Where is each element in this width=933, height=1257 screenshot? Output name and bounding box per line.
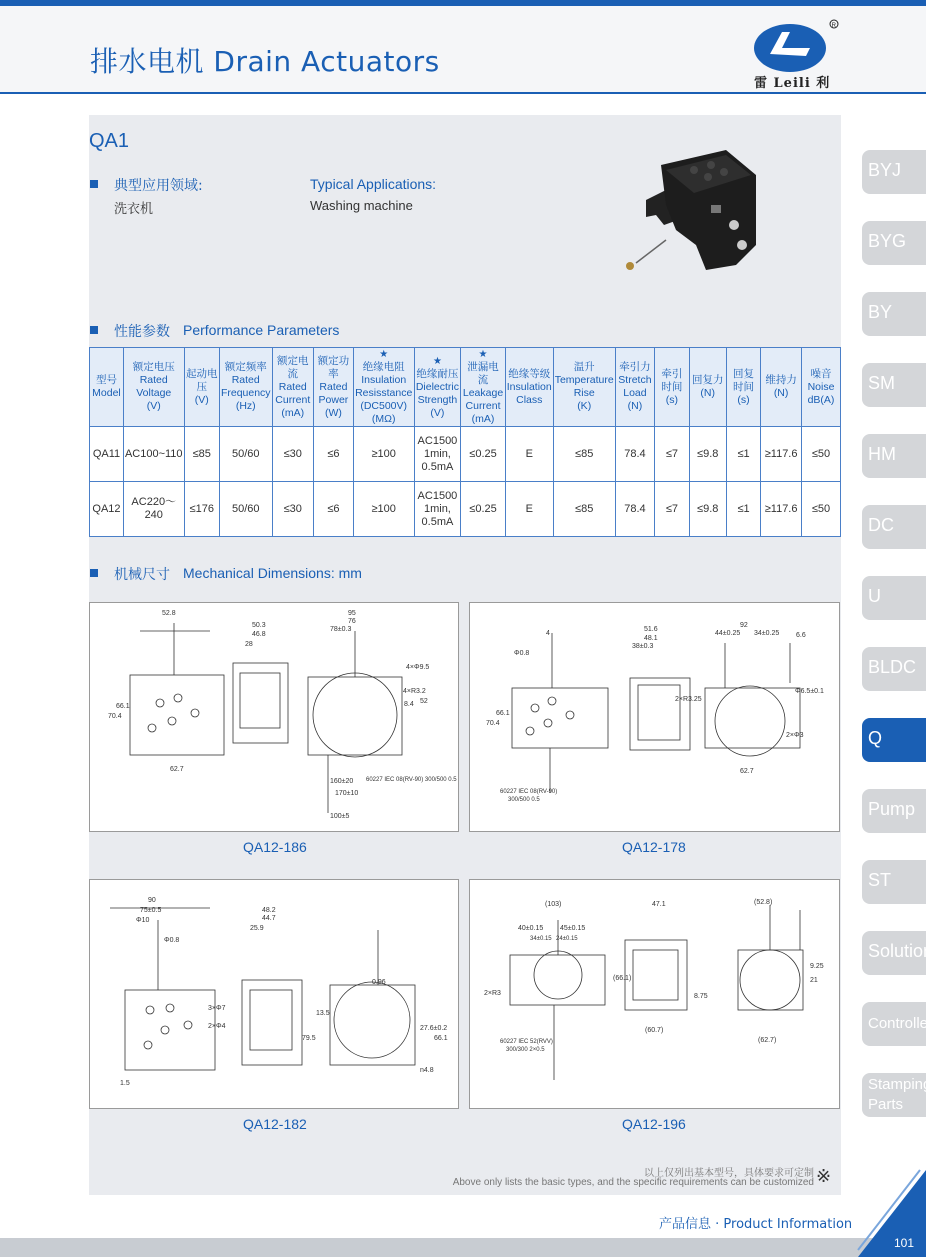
leili-logo <box>752 18 842 94</box>
sidebar-tab[interactable] <box>862 221 926 265</box>
dim-label: 300/500 0.5 <box>508 797 540 803</box>
dim-label: 70.4 <box>486 720 500 727</box>
table-cell: AC220～240 <box>123 482 184 537</box>
star-icon: ★ <box>432 355 442 367</box>
dim-label: Φ6.5±0.1 <box>795 688 824 695</box>
header-cn: 额定功率 <box>317 354 350 380</box>
header-unit: (W) <box>324 406 342 419</box>
table-cell: QA12 <box>90 482 124 537</box>
header-cn: 型号 <box>95 374 117 386</box>
actuator-photo <box>616 145 766 295</box>
caption-qa12-178: QA12-178 <box>622 839 686 855</box>
header-unit: (N) <box>773 387 789 399</box>
table-cell: 50/60 <box>219 482 272 537</box>
dim-label: 6.6 <box>796 632 806 639</box>
dim-label: 8.75 <box>694 993 708 1000</box>
dim-label: 48.1 <box>644 635 658 642</box>
header-cn: 绝缘耐压 <box>416 367 459 380</box>
sidebar-tab[interactable] <box>862 1002 933 1046</box>
table-cell: AC1500 1min, 0.5mA <box>414 482 461 537</box>
header-en: Insulation Class <box>506 380 552 406</box>
sidebar-tab[interactable] <box>862 718 926 762</box>
sidebar-tab[interactable] <box>862 647 926 691</box>
table-cell: ≥117.6 <box>761 427 802 482</box>
table-cell: ≥100 <box>353 482 414 537</box>
header-cn: 额定电流 <box>277 354 309 380</box>
sidebar-tab[interactable] <box>862 860 926 904</box>
table-cell: 50/60 <box>219 427 272 482</box>
dim-label: 4×R3.2 <box>403 688 426 695</box>
table-cell: ≥100 <box>353 427 414 482</box>
header-cn: 泄漏电流 <box>467 361 499 386</box>
header-unit: (Hz) <box>235 400 256 412</box>
sidebar-tab[interactable] <box>862 576 926 620</box>
table-cell: ≤6 <box>314 427 354 482</box>
performance-heading-en: Performance Parameters <box>183 322 340 338</box>
table-body <box>90 427 841 537</box>
header-en: Noise <box>807 380 835 393</box>
dim-label: 92 <box>740 622 748 629</box>
dim-label: 50.3 <box>252 622 266 629</box>
table-cell: ≤50 <box>801 427 840 482</box>
sidebar-tab-label: ST <box>868 870 892 890</box>
star-icon: ★ <box>478 349 488 360</box>
table-cell: ≤6 <box>314 482 354 537</box>
table-header-cell <box>123 348 184 427</box>
dim-label: 66.1 <box>116 703 130 710</box>
note-mark: ※ <box>816 1166 832 1187</box>
table-header-cell <box>689 348 726 427</box>
dim-label: 2×R3.25 <box>675 696 702 703</box>
dim-label: 38±0.3 <box>632 643 654 650</box>
dim-label: 51.6 <box>644 626 658 633</box>
caption-qa12-186: QA12-186 <box>243 839 307 855</box>
table-header-cell <box>801 348 840 427</box>
applications-value-en: Washing machine <box>310 198 413 213</box>
logo-text: 雷 Leili 利 <box>754 76 831 91</box>
dim-label: 34±0.15 <box>530 936 552 942</box>
table-cell: ≤7 <box>655 427 689 482</box>
table-header-cell <box>761 348 802 427</box>
dim-label: 4 <box>546 630 550 637</box>
header-cn: 额定电压 <box>132 361 175 373</box>
dim-label: (62.7) <box>758 1037 777 1044</box>
table-header-cell <box>219 348 272 427</box>
applications-value-cn: 洗衣机 <box>114 202 154 217</box>
header-en: Rated Power <box>318 380 349 406</box>
dim-label: 52 <box>420 698 428 705</box>
table-cell: ≤85 <box>184 427 219 482</box>
dim-label: (66.1) <box>613 975 632 982</box>
header-cn: 绝缘电阻 <box>362 361 405 373</box>
sidebar-tab-label: BYG <box>868 231 907 251</box>
sidebar-tab[interactable] <box>862 505 926 549</box>
svg-text:R: R <box>831 23 836 29</box>
table-header-cell <box>184 348 219 427</box>
sidebar-tab[interactable] <box>862 363 926 407</box>
sidebar-tab-label: SM <box>868 373 895 393</box>
sidebar-tab-label: HM <box>868 444 896 464</box>
sidebar-tab-label: U <box>868 586 881 606</box>
performance-table <box>89 347 841 537</box>
table-cell: ≤176 <box>184 482 219 537</box>
note-en: Above only lists the basic types, and the specific requirements can be customized <box>452 1177 814 1188</box>
table-row <box>90 427 841 482</box>
header-cn: 回复时间 <box>733 367 755 393</box>
dim-label: 76 <box>348 618 356 625</box>
dim-label: 62.7 <box>170 766 184 773</box>
table-cell: ≤85 <box>553 427 615 482</box>
header-unit: (s) <box>665 393 679 406</box>
bullet-square <box>90 180 98 188</box>
table-header-cell <box>314 348 354 427</box>
dim-label: 3×Φ7 <box>208 1005 226 1012</box>
header-cn: 绝缘等级 <box>508 367 551 380</box>
sidebar-tab-label: Stamping Parts <box>868 1076 932 1113</box>
table-header-cell <box>553 348 615 427</box>
dim-label: 160±20 <box>330 778 354 785</box>
table-header-cell <box>615 348 655 427</box>
dim-label: (52.8) <box>754 899 773 906</box>
dim-label: 44.7 <box>262 915 276 922</box>
dim-label: 44±0.25 <box>715 630 741 637</box>
sidebar-tab-label: BLDC <box>868 657 917 677</box>
header-unit: (V) <box>146 400 161 412</box>
table-cell: E <box>505 482 553 537</box>
header-en: Model <box>92 387 121 399</box>
table-cell: ≤85 <box>553 482 615 537</box>
dim-label: 9.25 <box>810 963 824 970</box>
dim-label: 60227 IEC 08(RV-90) <box>500 789 558 795</box>
dim-label: 52.8 <box>162 610 176 617</box>
header-cn: 额定频率 <box>224 361 267 373</box>
applications-label-cn: 典型应用领域: <box>114 178 203 194</box>
sidebar-tab-label: Solution <box>868 941 933 961</box>
drawing-qa12-186 <box>89 602 459 832</box>
header-unit: (mA) <box>281 406 305 419</box>
header-en: Stretch Load <box>618 374 652 399</box>
header-unit: (V) <box>194 393 209 406</box>
dim-label: Φ10 <box>136 917 150 924</box>
applications-label-en: Typical Applications: <box>310 176 437 192</box>
bullet-square <box>90 569 98 577</box>
dim-label: 47.1 <box>652 901 666 908</box>
dim-label: 79.5 <box>302 1035 316 1042</box>
dim-label: (103) <box>545 901 562 908</box>
header-unit: (N) <box>700 387 715 399</box>
sidebar-tab[interactable] <box>862 789 926 833</box>
table-cell: ≤0.25 <box>461 427 505 482</box>
header-en: Temperature Rise <box>554 374 614 399</box>
dim-label: 66.1 <box>434 1035 448 1042</box>
star-icon: ★ <box>379 349 389 360</box>
page-title: 排水电机 Drain Actuators <box>90 45 440 78</box>
dim-label: 46.8 <box>252 631 266 638</box>
header-unit: dB(A) <box>807 393 835 406</box>
sidebar-tab-label: Q <box>868 728 883 748</box>
dim-label: 95 <box>348 610 356 617</box>
table-cell: ≥117.6 <box>761 482 802 537</box>
table-cell: QA11 <box>90 427 124 482</box>
drawing-qa12-196 <box>469 879 840 1109</box>
performance-heading-cn: 性能参数 <box>114 324 170 340</box>
header-en: Insulation Resisstance <box>355 374 413 399</box>
page-corner <box>858 1170 926 1257</box>
dim-label: 2×Φ3 <box>786 732 804 739</box>
page-header <box>0 6 926 94</box>
header-unit: (DC500V)(MΩ) <box>360 400 408 425</box>
header-unit: (V) <box>430 406 445 419</box>
table-cell: ≤9.8 <box>689 427 726 482</box>
mechanical-heading-cn: 机械尺寸 <box>114 567 170 583</box>
dim-label: 62.7 <box>740 768 754 775</box>
table-cell: ≤1 <box>726 427 760 482</box>
sidebar-tab-label: DC <box>868 515 894 535</box>
table-cell: AC1500 1min, 0.5mA <box>414 427 461 482</box>
footer-text: 产品信息 · Product Information <box>659 1217 853 1232</box>
dim-label: 4×Φ9.5 <box>406 664 430 671</box>
table-cell: AC100~110 <box>123 427 184 482</box>
dim-label: 100±5 <box>330 813 350 820</box>
leili-logo-mark <box>752 18 842 74</box>
dim-label: (60.7) <box>645 1027 664 1034</box>
header-cn: 回复力 <box>691 374 724 386</box>
sidebar-tab-label: BYJ <box>868 160 902 180</box>
table-cell: ≤50 <box>801 482 840 537</box>
dim-label: n4.8 <box>420 1067 434 1074</box>
table-header-row <box>90 348 841 427</box>
dim-label: 48.2 <box>262 907 276 914</box>
dim-label: 24±0.15 <box>556 936 578 942</box>
header-cn: 牵引力 <box>619 361 651 373</box>
header-en: Rated Voltage <box>136 374 172 399</box>
dim-label: 78±0.3 <box>330 626 352 633</box>
note-cn: 以上仅列出基本型号，具体要求可定制 <box>644 1168 814 1179</box>
table-cell: ≤30 <box>272 482 313 537</box>
dim-label: 60227 IEC 52(RVV) <box>500 1039 553 1045</box>
header-cn: 噪音 <box>810 367 832 380</box>
header-en: Rated Current <box>275 380 311 406</box>
table-cell: ≤9.8 <box>689 482 726 537</box>
table-header-cell <box>505 348 553 427</box>
table-cell: ≤0.25 <box>461 482 505 537</box>
sidebar-tab[interactable] <box>862 931 933 975</box>
dim-label: Φ0.8 <box>514 650 530 657</box>
header-cn: 温升 <box>573 361 595 373</box>
dim-label: 300/300 2×0.5 <box>506 1047 545 1053</box>
dim-label: 60227 IEC 08(RV-90) 300/500 0.5 <box>366 777 457 783</box>
header-unit: (K) <box>577 400 592 412</box>
dim-label: 75±0.5 <box>140 907 162 914</box>
dim-label: 90 <box>148 897 156 904</box>
header-en: Leakage Current <box>462 387 504 412</box>
table-header-cell <box>655 348 689 427</box>
sidebar-tab[interactable] <box>862 150 926 194</box>
sidebar-tab[interactable] <box>862 292 926 336</box>
table-header-cell <box>414 348 461 427</box>
table-header-cell <box>461 348 505 427</box>
dim-label: 2×R3 <box>484 990 501 997</box>
dim-label: 28 <box>245 641 253 648</box>
mechanical-heading-en: Mechanical Dimensions: mm <box>183 565 362 581</box>
table-header-cell <box>726 348 760 427</box>
dim-label: 1.5 <box>120 1080 130 1087</box>
table-cell: 78.4 <box>615 482 655 537</box>
dim-label: 13.5 <box>316 1010 330 1017</box>
page-number: 101 <box>894 1236 915 1250</box>
dim-label: 170±10 <box>335 790 359 797</box>
caption-qa12-182: QA12-182 <box>243 1116 307 1132</box>
sidebar-tab-label: Pump <box>868 799 916 819</box>
sidebar-tab[interactable] <box>862 1073 932 1117</box>
header-unit: (s) <box>737 393 750 406</box>
dim-label: 8.4 <box>404 701 414 708</box>
dim-label: 27.6±0.2 <box>420 1025 448 1032</box>
dim-label: 0.96 <box>372 979 386 986</box>
dim-label: 40±0.15 <box>518 925 544 932</box>
header-en: Dielectric Strength <box>415 380 460 406</box>
header-cn: 起动电压 <box>185 367 218 393</box>
sidebar-tab[interactable] <box>862 434 926 478</box>
dim-label: 25.9 <box>250 925 264 932</box>
dim-label: 2×Φ4 <box>208 1023 226 1030</box>
dim-label: Φ0.8 <box>164 937 180 944</box>
model-title: QA1 <box>89 130 130 152</box>
bullet-square <box>90 326 98 334</box>
table-header-cell <box>353 348 414 427</box>
header-unit: (mA) <box>471 413 495 425</box>
table-cell: ≤7 <box>655 482 689 537</box>
dim-label: 45±0.15 <box>560 925 586 932</box>
dim-label: 70.4 <box>108 713 122 720</box>
drawing-qa12-178 <box>469 602 840 832</box>
table-cell: ≤30 <box>272 427 313 482</box>
table-cell: ≤1 <box>726 482 760 537</box>
sidebar-tab-label: Controller <box>868 1015 933 1032</box>
sidebar-tab-label: BY <box>868 302 893 322</box>
table-header-cell <box>90 348 124 427</box>
table-row <box>90 482 841 537</box>
table-cell: E <box>505 427 553 482</box>
dim-label: 66.1 <box>496 710 510 717</box>
table-header-cell <box>272 348 313 427</box>
drawing-qa12-182 <box>89 879 459 1109</box>
header-cn: 维持力 <box>765 374 797 386</box>
caption-qa12-196: QA12-196 <box>622 1116 686 1132</box>
bottom-bar <box>0 1238 926 1257</box>
table-cell: 78.4 <box>615 427 655 482</box>
header-cn: 牵引时间 <box>661 367 683 393</box>
header-unit: (N) <box>627 400 643 412</box>
dim-label: 34±0.25 <box>754 630 780 637</box>
dim-label: 21 <box>810 977 818 984</box>
header-en: Rated Frequency <box>220 374 271 399</box>
